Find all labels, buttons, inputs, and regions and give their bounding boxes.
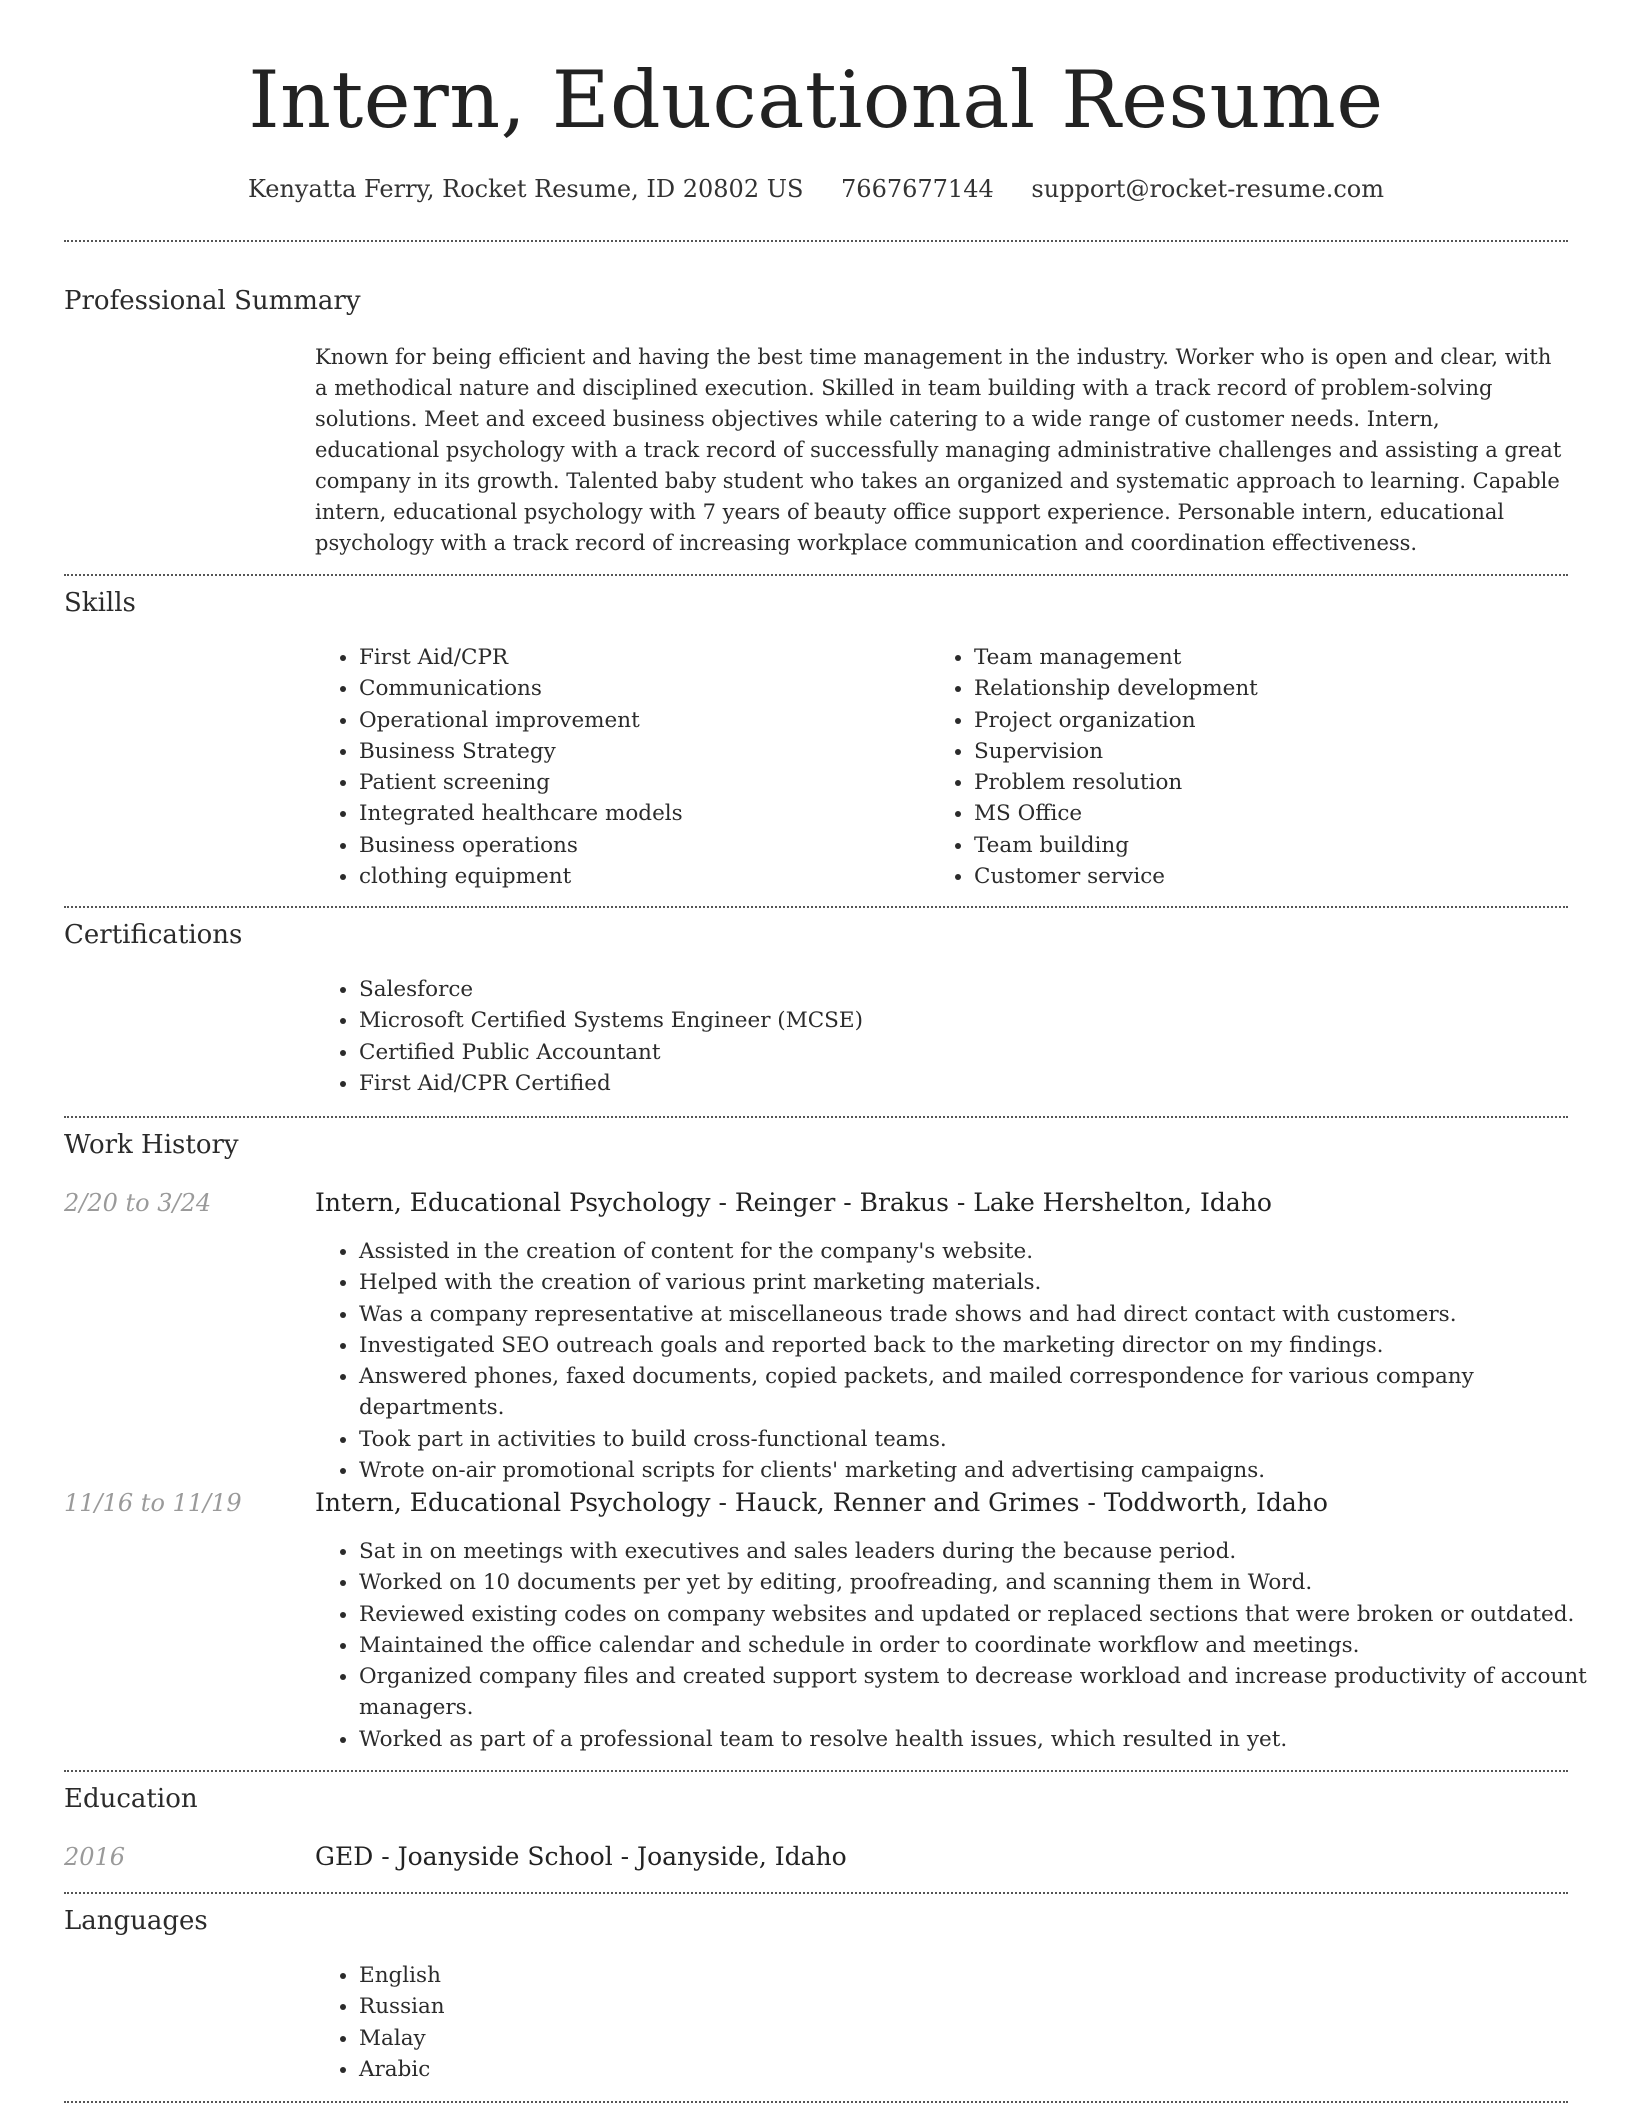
skill-item: • Operational improvement — [359, 705, 919, 736]
section-divider — [64, 1892, 1568, 1894]
language-item: • Russian — [359, 1991, 959, 2022]
job-bullet: • Was a company representative at miscellaneous trade shows and had direct contact with customers. — [359, 1299, 1609, 1330]
resume-title: Intern, Educational Resume — [248, 54, 1384, 146]
contact-line — [0, 172, 1632, 206]
summary-heading: Professional Summary — [64, 286, 361, 316]
job-bullet: • Sat in on meetings with executives and sales leaders during the because period. — [359, 1536, 1609, 1567]
education-heading: Education — [64, 1784, 198, 1814]
job-bullet: • Reviewed existing codes on company websites and updated or replaced sections that were broken or outdated. — [359, 1599, 1609, 1630]
job-title: Intern, Educational Psychology - Hauck, Renner and Grimes - Toddworth, Idaho — [315, 1488, 1328, 1517]
certification-item: • Salesforce — [359, 974, 1559, 1005]
section-divider — [64, 1770, 1568, 1772]
summary-text: Known for being efficient and having the best time management in the industry. Worker who is open and clear, with a methodical nature and disciplined execution. Skilled in team building with a track record of problem-solving solutions. Meet and exceed business objectives while catering to a wide range of customer needs. Intern, educational psychology with a track record of successfully managing administrative challenges and assisting a great company in its growth. Talented baby student who takes an organized and systematic approach to learning. Capable intern, educational psychology with 7 years of beauty office support experience. Personable intern, educational psychology with a track record of increasing workplace communication and coordination effectiveness. — [315, 345, 1562, 555]
skill-item: • Team management — [974, 642, 1574, 673]
skill-item: • Patient screening — [359, 767, 919, 798]
job-bullet: • Answered phones, faxed documents, copied packets, and mailed correspondence for various company departments. — [359, 1361, 1609, 1424]
skill-item: • Relationship development — [974, 673, 1574, 704]
job-bullet: • Worked on 10 documents per yet by editing, proofreading, and scanning them in Word. — [359, 1567, 1609, 1598]
education-detail: GED - Joanyside School - Joanyside, Idaho — [315, 1842, 847, 1871]
certification-item: • First Aid/CPR Certified — [359, 1068, 1559, 1099]
job-bullets — [315, 1536, 1609, 1755]
job-bullet: • Helped with the creation of various print marketing materials. — [359, 1267, 1609, 1298]
certification-item: • Certified Public Accountant — [359, 1037, 1559, 1068]
skill-item: • MS Office — [974, 798, 1574, 829]
section-divider — [64, 240, 1568, 242]
skills-list-left — [315, 642, 919, 892]
job-title: Intern, Educational Psychology - Reinger - Brakus - Lake Hershelton, Idaho — [315, 1188, 1272, 1217]
certifications-heading: Certifications — [64, 920, 243, 950]
job-bullet: • Investigated SEO outreach goals and reported back to the marketing director on my findings. — [359, 1330, 1609, 1361]
section-divider — [64, 1116, 1568, 1118]
job-bullet: • Took part in activities to build cross-functional teams. — [359, 1424, 1609, 1455]
job-bullets — [315, 1236, 1609, 1486]
section-divider — [64, 574, 1568, 576]
skill-item: • clothing equipment — [359, 861, 919, 892]
skill-item: • First Aid/CPR — [359, 642, 919, 673]
skill-item: • Customer service — [974, 861, 1574, 892]
job-bullet: • Assisted in the creation of content for the company's website. — [359, 1236, 1609, 1267]
skill-item: • Project organization — [974, 705, 1574, 736]
language-item: • English — [359, 1960, 959, 1991]
job-dates: 11/16 to 11/19 — [64, 1489, 242, 1517]
job-dates: 2/20 to 3/24 — [64, 1189, 212, 1217]
section-divider — [64, 906, 1568, 908]
job-bullet: • Organized company files and created support system to decrease workload and increase productivity of account managers. — [359, 1661, 1609, 1724]
contact-email: support@rocket-resume.com — [1031, 175, 1384, 203]
job-bullet: • Worked as part of a professional team to resolve health issues, which resulted in yet. — [359, 1724, 1609, 1755]
work-history-heading: Work History — [64, 1130, 239, 1160]
language-item: • Malay — [359, 2023, 959, 2054]
certifications-list — [315, 974, 1559, 1099]
section-divider — [64, 2101, 1568, 2103]
education-year: 2016 — [64, 1843, 126, 1871]
job-bullet: • Wrote on-air promotional scripts for clients' marketing and advertising campaigns. — [359, 1455, 1609, 1486]
skill-item: • Problem resolution — [974, 767, 1574, 798]
contact-phone: 7667677144 — [841, 175, 994, 203]
skill-item: • Business operations — [359, 830, 919, 861]
skills-heading: Skills — [64, 588, 136, 618]
skills-list-right — [930, 642, 1574, 892]
languages-heading: Languages — [64, 1906, 208, 1936]
job-bullet: • Maintained the office calendar and schedule in order to coordinate workflow and meetings. — [359, 1630, 1609, 1661]
skill-item: • Communications — [359, 673, 919, 704]
language-item: • Arabic — [359, 2054, 959, 2085]
skill-item: • Business Strategy — [359, 736, 919, 767]
skill-item: • Integrated healthcare models — [359, 798, 919, 829]
skill-item: • Team building — [974, 830, 1574, 861]
contact-address: Kenyatta Ferry, Rocket Resume, ID 20802 US — [247, 175, 804, 203]
languages-list — [315, 1960, 959, 2085]
certification-item: • Microsoft Certified Systems Engineer (MCSE) — [359, 1005, 1559, 1036]
skill-item: • Supervision — [974, 736, 1574, 767]
